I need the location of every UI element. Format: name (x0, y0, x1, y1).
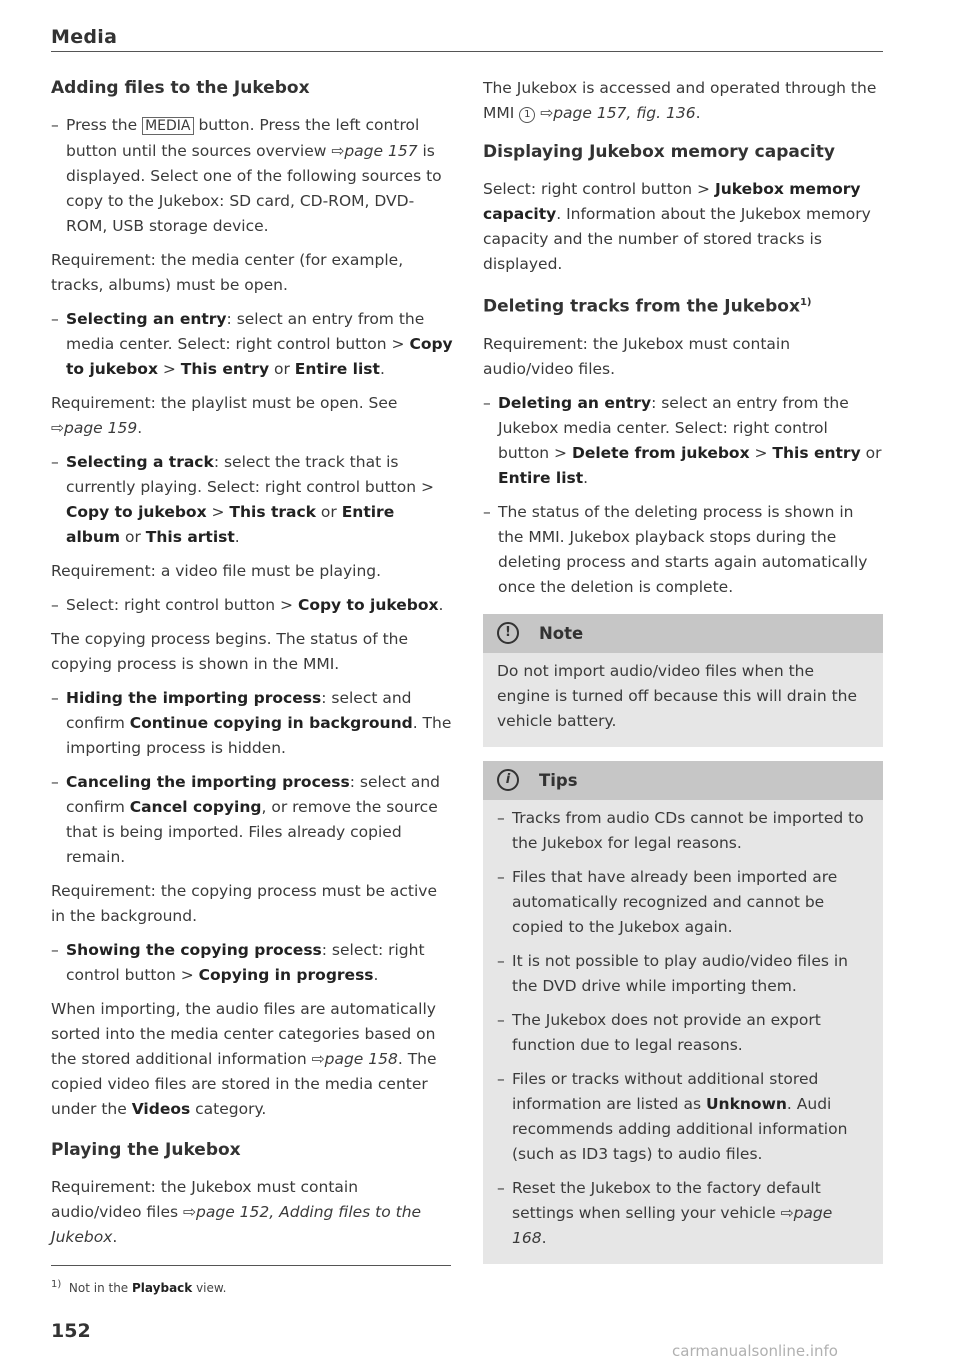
tips-header: i Tips (483, 761, 883, 800)
requirement-text: Requirement: the playlist must be open. See ⇨page 159. (51, 394, 398, 437)
heading-delete-tracks: Deleting tracks from the Jukebox$^{1)}$ (483, 296, 812, 317)
footnote-mark: 1) (799, 297, 812, 308)
arrow-icon: ⇨ (183, 1203, 197, 1221)
note-header: ! Note (483, 614, 883, 653)
requirement-text: Requirement: a video file must be playing. (51, 562, 382, 580)
tip-item: – Files or tracks without additional stored information are listed as Unknown. Audi recommends adding additional information (such as ID3 tags) to audio files. (497, 1067, 869, 1167)
note-box (483, 614, 883, 747)
callout-number: 1 (519, 107, 535, 123)
right-column (483, 76, 883, 1278)
arrow-icon: ⇨ (51, 419, 64, 437)
list-item: – Selecting a track: select the track that is currently playing. Select: right control button > Copy to jukebox > This track or Entire album or This artist. (51, 450, 453, 550)
tips-box (483, 761, 883, 1264)
list-item: – The status of the deleting process is shown in the MMI. Jukebox playback stops during the deleting process and starts again automatically once the deletion is complete. (483, 500, 883, 600)
page-link[interactable]: page 168 (512, 1203, 833, 1247)
page-number: 152 (51, 1320, 91, 1342)
page-link[interactable]: page 157, fig. 136 (553, 104, 696, 122)
note-text: Do not import audio/video files when the engine is turned off because this will drain the vehicle battery. (497, 661, 858, 730)
page-header-title: Media (51, 26, 118, 48)
requirement-text: Requirement: the Jukebox must contain audio/video files. (483, 334, 791, 378)
page-link[interactable]: page 157 (344, 142, 418, 160)
tip-item: – It is not possible to play audio/video files in the DVD drive while importing them. (497, 949, 869, 999)
page-link[interactable]: page 159 (64, 419, 138, 437)
header-rule (51, 51, 883, 52)
body-text: The copying process begins. The status of the copying process is shown in the MMI. (51, 630, 409, 673)
arrow-icon: ⇨ (331, 142, 345, 160)
requirement-text: Requirement: the Jukebox must contain audio/video files ⇨page 152, Adding files to the Jukebox. (51, 1178, 422, 1246)
arrow-icon: ⇨ (780, 1203, 794, 1222)
list-item: – Press the MEDIA button. Press the left control button until the sources overview ⇨page 157 is displayed. Select one of the following sources to copy to the Jukebox: SD card, CD-ROM, DVD-ROM, USB storage device. (51, 113, 453, 239)
list-item: – Deleting an entry: select an entry from the Jukebox media center. Select: right control button > Delete from jukebox > This entry or Entire list. (483, 391, 883, 491)
footnote: $^{1)}$ Not in the Playback view. (51, 1279, 227, 1295)
watermark: carmanualsonline.info (672, 1342, 838, 1360)
exclamation-icon: ! (497, 622, 519, 644)
info-icon: i (497, 769, 519, 791)
body-text: Select: right control button > Jukebox memory capacity. Information about the Jukebox memory capacity and the number of stored tracks is displayed. (483, 180, 871, 273)
list-item: – Selecting an entry: select an entry from the media center. Select: right control button > Copy to jukebox > This entry or Entire list. (51, 307, 453, 382)
requirement-text: Requirement: the copying process must be active in the background. (51, 882, 438, 925)
list-item: – Hiding the importing process: select and confirm Continue copying in background. The importing process is hidden. (51, 686, 453, 761)
heading-playing: Playing the Jukebox (51, 1140, 241, 1160)
list-item: – Canceling the importing process: select and confirm Cancel copying, or remove the source that is being imported. Files already copied remain. (51, 770, 453, 870)
page-link[interactable]: page 152, Adding files to the Jukebox (51, 1203, 422, 1246)
page-link[interactable]: page 158 (324, 1050, 398, 1068)
body-text: The Jukebox is accessed and operated through the MMI 1 ⇨page 157, fig. 136. (483, 79, 877, 122)
tip-item: – Reset the Jukebox to the factory default settings when selling your vehicle ⇨page 168. (497, 1176, 869, 1251)
list-item: – Showing the copying process: select: right control button > Copying in progress. (51, 938, 453, 988)
arrow-icon: ⇨ (540, 104, 554, 122)
left-column (51, 76, 453, 1259)
heading-adding-files: Adding files to the Jukebox (51, 78, 310, 98)
arrow-icon: ⇨ (311, 1050, 325, 1068)
tip-item: – Tracks from audio CDs cannot be imported to the Jukebox for legal reasons. (497, 806, 869, 856)
heading-display-capacity: Displaying Jukebox memory capacity (483, 142, 835, 162)
tip-item: – Files that have already been imported are automatically recognized and cannot be copied to the Jukebox again. (497, 865, 869, 940)
tip-item: – The Jukebox does not provide an export function due to legal reasons. (497, 1008, 869, 1058)
body-text: When importing, the audio files are automatically sorted into the media center categories based on the stored additional information ⇨page 158. The copied video files are stored in the media center under the Videos category. (51, 1000, 437, 1118)
media-key-label: MEDIA (142, 117, 193, 135)
requirement-text: Requirement: the media center (for example, tracks, albums) must be open. (51, 251, 404, 294)
list-item: – Select: right control button > Copy to jukebox. (51, 593, 453, 618)
footnote-rule (51, 1265, 451, 1266)
